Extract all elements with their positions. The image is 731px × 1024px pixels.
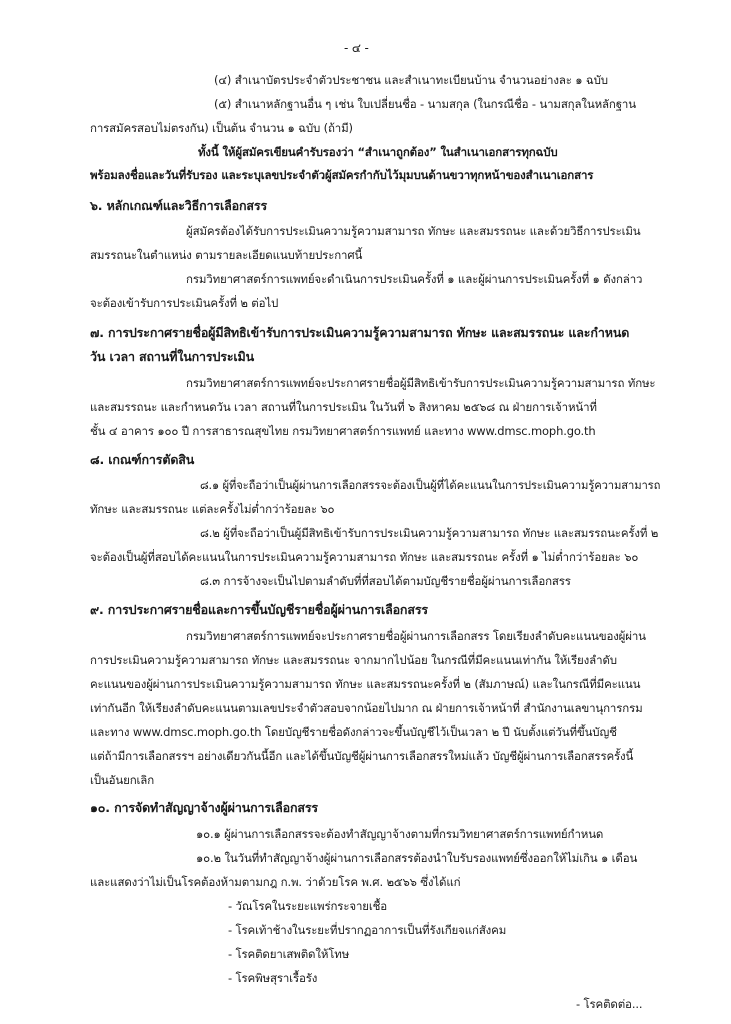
section8-rule1-line1: ๘.๑ ผู้ที่จะถือว่าเป็นผู้ผ่านการเลือกสรรจะต้องเป็นผู้ที่ได้คะแนนในการประเมินความรู้ความสามารถ	[200, 478, 661, 492]
section9-line5: และทาง www.dmsc.moph.go.th โดยบัญชีรายชื่อดังกล่าวจะขึ้นบัญชีไว้เป็นเวลา ๒ ปี นับตั้งแต่วันที่ขึ้นบัญชี	[90, 725, 617, 739]
docs-item-4: (๔) สำเนาบัตรประจำตัวประชาชน และสำเนาทะเบียนบ้าน จำนวนอย่างละ ๑ ฉบับ	[214, 73, 608, 87]
section9-line4: เท่ากันอีก ให้เรียงลำดับคะแนนตามเลขประจำตัวสอบจากน้อยไปมาก ณ ฝ่ายการเจ้าหน้าที่ สำนักงานเลขานุการกรม	[90, 701, 643, 715]
section7-line1: กรมวิทยาศาสตร์การแพทย์จะประกาศรายชื่อผู้มีสิทธิเข้ารับการประเมินความรู้ความสามารถ ทักษะ	[186, 376, 656, 390]
section10-item1: ๑๐.๑ ผู้ผ่านการเลือกสรรจะต้องทำสัญญาจ้างตามที่กรมวิทยาศาสตร์การแพทย์กำหนด	[196, 827, 604, 841]
disease-item: - วัณโรคในระยะแพร่กระจายเชื้อ	[228, 899, 388, 913]
section8-rule2-line1: ๘.๒ ผู้ที่จะถือว่าเป็นผู้มีสิทธิเข้ารับการประเมินความรู้ความสามารถ ทักษะ และสมรรถนะครั้งที่ ๒	[200, 526, 659, 540]
certify-line1: ทั้งนี้ ให้ผู้สมัครเขียนคำรับรองว่า “สำเนาถูกต้อง” ในสำเนาเอกสารทุกฉบับ	[198, 145, 558, 159]
section10-item2-line1: ๑๐.๒ ในวันที่ทำสัญญาจ้างผู้ผ่านการเลือกสรรต้องนำใบรับรองแพทย์ซึ่งออกให้ไม่เกิน ๑ เดือน	[196, 851, 638, 865]
section6-p1-line2: สมรรถนะในตำแหน่ง ตามรายละเอียดแนบท้ายประกาศนี้	[90, 248, 363, 262]
section9-line6: แต่ถ้ามีการเลือกสรรฯ อย่างเดียวกันนี้อีก และได้ขึ้นบัญชีผู้ผ่านการเลือกสรรใหม่แล้ว บัญชีผู้ผ่านการเลือกสรรครั้งนี้	[90, 749, 634, 763]
docs-item-5-line1: (๕) สำเนาหลักฐานอื่น ๆ เช่น ใบเปลี่ยนชื่อ - นามสกุล (ในกรณีชื่อ - นามสกุลในหลักฐาน	[214, 97, 636, 111]
section9-line1: กรมวิทยาศาสตร์การแพทย์จะประกาศรายชื่อผู้ผ่านการเลือกสรร โดยเรียงลำดับคะแนนของผู้ผ่าน	[186, 629, 646, 643]
section9-line3: คะแนนของผู้ผ่านการประเมินความรู้ความสามารถ ทักษะ และสมรรถนะครั้งที่ ๒ (สัมภาษณ์) และในกรณีที่มีคะแนน	[90, 677, 641, 691]
section7-heading-line1: ๗. การประกาศรายชื่อผู้มีสิทธิเข้ารับการประเมินความรู้ความสามารถ ทักษะ และสมรรถนะ และกำหนด	[90, 325, 630, 340]
section7-heading-line2: วัน เวลา สถานที่ในการประเมิน	[90, 349, 255, 364]
disease-item: - โรคเท้าช้างในระยะที่ปรากฏอาการเป็นที่รังเกียจแก่สังคม	[228, 923, 507, 937]
section8-heading: ๘. เกณฑ์การตัดสิน	[90, 452, 195, 467]
section6-heading: ๖. หลักเกณฑ์และวิธีการเลือกสรร	[90, 198, 268, 213]
section10-item2-line2: และแสดงว่าไม่เป็นโรคต้องห้ามตามกฎ ก.พ. ว่าด้วยโรค พ.ศ. ๒๕๖๖ ซึ่งได้แก่	[90, 875, 461, 889]
section6-p1-line1: ผู้สมัครต้องได้รับการประเมินความรู้ความสามารถ ทักษะ และสมรรถนะ และด้วยวิธีการประเมิน	[186, 224, 641, 238]
docs-item-5-line2: การสมัครสอบไม่ตรงกัน) เป็นต้น จำนวน ๑ ฉบับ (ถ้ามี)	[90, 121, 353, 135]
disease-item: - โรคพิษสุราเรื้อรัง	[228, 971, 318, 985]
disease-item: - โรคติดยาเสพติดให้โทษ	[228, 947, 350, 961]
section6-p2-line2: จะต้องเข้ารับการประเมินครั้งที่ ๒ ต่อไป	[90, 296, 279, 310]
section8-rule3: ๘.๓ การจ้างจะเป็นไปตามลำดับที่ที่สอบได้ตามบัญชีรายชื่อผู้ผ่านการเลือกสรร	[200, 574, 571, 588]
section8-rule2-line2: จะต้องเป็นผู้ที่สอบได้คะแนนในการประเมินความรู้ความสามารถ ทักษะ และสมรรถนะ ครั้งที่ ๑ ไม่ต่ำกว่าร้อยละ ๖๐	[90, 550, 639, 564]
section8-rule1-line2: ทักษะ และสมรรถนะ แต่ละครั้งไม่ต่ำกว่าร้อยละ ๖๐	[90, 502, 335, 516]
section7-line2: และสมรรถนะ และกำหนดวัน เวลา สถานที่ในการประเมิน ในวันที่ ๖ สิงหาคม ๒๕๖๘ ณ ฝ่ายการเจ้าหน้าที่	[90, 400, 597, 414]
page-number: - ๔ -	[344, 41, 369, 55]
section9-heading: ๙. การประกาศรายชื่อและการขึ้นบัญชีรายชื่อผู้ผ่านการเลือกสรร	[90, 602, 428, 617]
section7-line3: ชั้น ๔ อาคาร ๑๐๐ ปี การสาธารณสุขไทย กรมวิทยาศาสตร์การแพทย์ และทาง www.dmsc.moph.go.th	[90, 424, 596, 438]
certify-line2: พร้อมลงชื่อและวันที่รับรอง และระบุเลขประจำตัวผู้สมัครกำกับไว้มุมบนด้านขวาทุกหน้าของสำเนาเอกสาร	[90, 168, 594, 182]
section9-line2: การประเมินความรู้ความสามารถ ทักษะ และสมรรถนะ จากมากไปน้อย ในกรณีที่มีคะแนนเท่ากัน ให้เรียงลำดับ	[90, 653, 617, 667]
section10-heading: ๑๐. การจัดทำสัญญาจ้างผู้ผ่านการเลือกสรร	[90, 800, 318, 815]
section9-line7: เป็นอันยกเลิก	[90, 773, 155, 787]
section6-p2-line1: กรมวิทยาศาสตร์การแพทย์จะดำเนินการประเมินครั้งที่ ๑ และผู้ผ่านการประเมินครั้งที่ ๑ ดังกล่าว	[186, 272, 643, 286]
continuation-marker: - โรคติดต่อ...	[576, 997, 643, 1011]
